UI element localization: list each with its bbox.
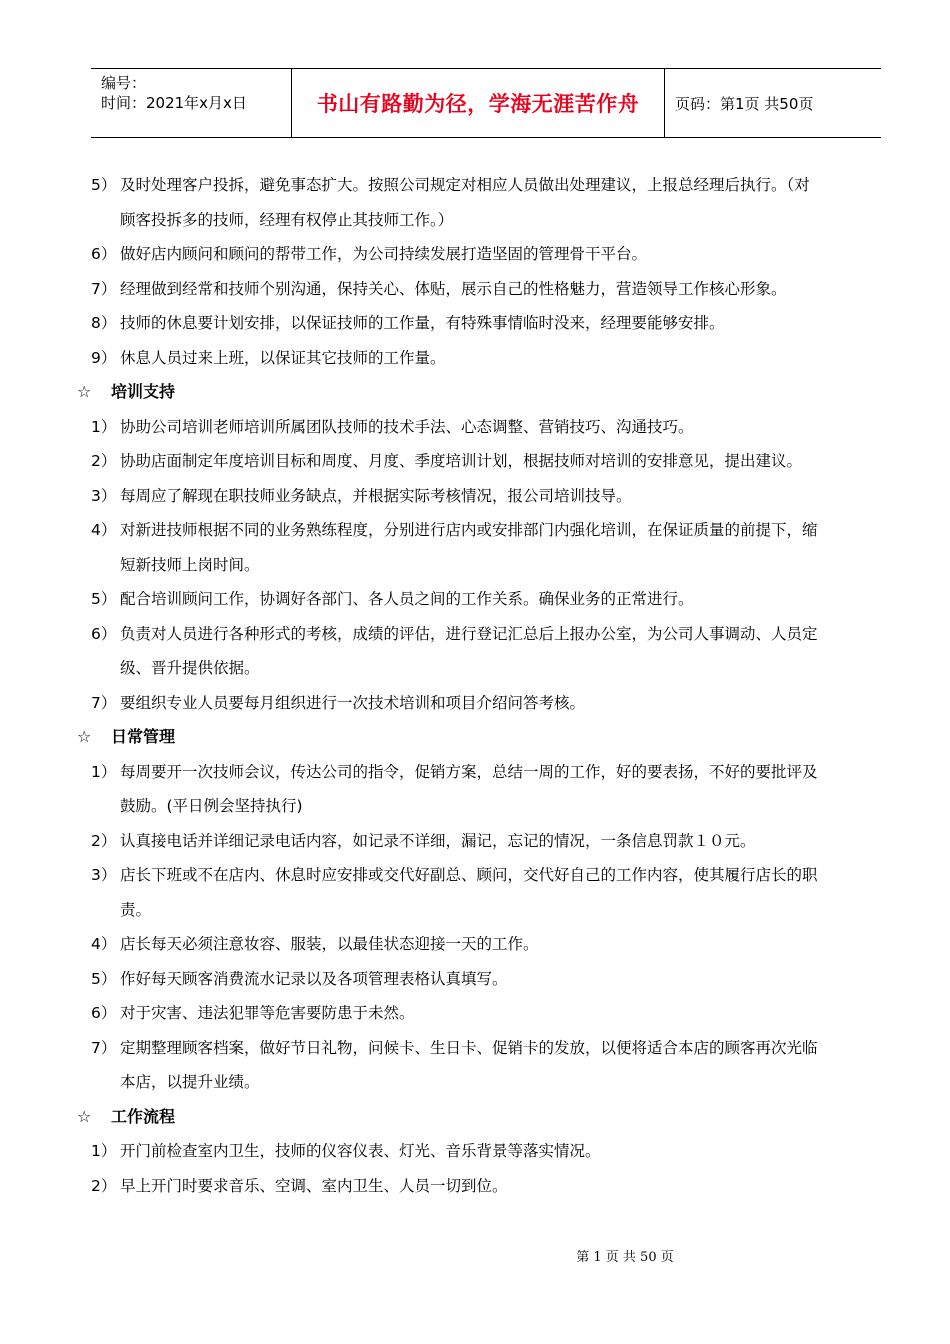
list-item-text: 每周要开一次技师会议，传达公司的指令，促销方案，总结一周的工作，好的要表扬，不好的要批评及: [120, 762, 818, 781]
list-item-number: 7）: [91, 1038, 117, 1057]
list-item: [91, 858, 881, 893]
list-item-text: 定期整理顾客档案，做好节日礼物，问候卡、生日卡、促销卡的发放，以便将适合本店的顾客再次光临: [120, 1038, 818, 1057]
list-item: [91, 789, 881, 824]
list-item-number: [91, 203, 120, 238]
list-item: [91, 1065, 881, 1100]
list-item: [91, 1169, 881, 1204]
list-item: [91, 1134, 881, 1169]
list-item: [91, 444, 881, 479]
list-item-number: 2）: [91, 452, 117, 470]
list-item: [91, 996, 881, 1031]
list-item: [91, 479, 881, 514]
page-header: [91, 68, 881, 138]
header-page-info: 页码：第1页 共50页: [675, 94, 814, 113]
list-item: [91, 617, 881, 652]
list-item-text: 要组织专业人员要每月组织进行一次技术培训和项目介绍问答考核。: [120, 693, 586, 712]
list-item: [91, 962, 881, 997]
page-footer: 第 1 页 共 50 页: [576, 1250, 674, 1265]
header-meta: [91, 69, 292, 137]
list-item-text: 短新技师上岗时间。: [120, 555, 260, 574]
document-body: [77, 168, 881, 1203]
list-item: [91, 548, 881, 583]
section-title: 工作流程: [111, 1106, 176, 1126]
list-item: [91, 755, 881, 790]
list-item-number: 7）: [91, 279, 117, 298]
list-item-number: 8）: [91, 314, 117, 332]
list-item: [91, 927, 881, 962]
list-item-number: [91, 651, 120, 686]
list-item: [91, 513, 881, 548]
list-item-number: 5）: [91, 969, 117, 988]
list-item: [91, 272, 881, 307]
list-item-number: 1）: [91, 1142, 117, 1160]
star-icon: ☆: [77, 727, 92, 746]
section-title: 培训支持: [111, 382, 176, 401]
list-item-number: 2）: [91, 831, 117, 850]
list-item-number: [91, 1065, 120, 1100]
list-item-number: [91, 789, 120, 824]
list-item-text: 负责对人员进行各种形式的考核，成绩的评估，进行登记汇总后上报办公室，为公司人事调动、人员定: [120, 624, 818, 643]
list-item-number: 5）: [91, 176, 117, 194]
list-item: [91, 306, 881, 341]
list-item-text: 做好店内顾问和顾问的帮带工作，为公司持续发展打造坚固的管理骨干平台。: [120, 245, 648, 263]
list-item-number: 6）: [91, 245, 117, 263]
list-item-text: 对于灾害、违法犯罪等危害要防患于未然。: [120, 1004, 415, 1022]
list-item-number: 7）: [91, 693, 117, 712]
list-item-text: 对新进技师根据不同的业务熟练程度，分别进行店内或安排部门内强化培训，在保证质量的前提下，缩: [120, 521, 818, 539]
list-item-number: 4）: [91, 935, 117, 953]
list-item: [91, 686, 881, 721]
list-item-text: 经理做到经常和技师个别沟通，保持关心、体贴，展示自己的性格魅力，营造领导工作核心形象。: [120, 279, 787, 298]
section-heading: [77, 1100, 881, 1135]
list-item-number: [91, 893, 120, 928]
list-item-number: 2）: [91, 1176, 117, 1195]
list-item: [91, 168, 881, 203]
section-heading: [77, 375, 881, 410]
list-item: [91, 410, 881, 445]
list-item-number: 6）: [91, 624, 117, 643]
list-item: [91, 893, 881, 928]
list-item-number: 5）: [91, 590, 117, 608]
list-item-text: 每周应了解现在职技师业务缺点，并根据实际考核情况，报公司培训技导。: [120, 486, 632, 505]
list-item: [91, 824, 881, 859]
list-item: [91, 237, 881, 272]
list-item: [91, 203, 881, 238]
list-item-number: [91, 548, 120, 583]
list-item-number: 9）: [91, 348, 117, 367]
list-item-text: 早上开门时要求音乐、空调、室内卫生、人员一切到位。: [120, 1176, 508, 1195]
list-item-text: 责。: [120, 900, 152, 919]
list-item-text: 店长下班或不在店内、休息时应安排或交代好副总、顾问，交代好自己的工作内容，使其履行店长的职: [120, 866, 818, 884]
section-title: 日常管理: [111, 727, 176, 746]
list-item-text: 技师的休息要计划安排，以保证技师的工作量，有特殊事情临时没来，经理要能够安排。: [120, 314, 725, 332]
list-item: [91, 582, 881, 617]
list-item-number: 1）: [91, 762, 117, 781]
list-item-text: 作好每天顾客消费流水记录以及各项管理表格认真填写。: [120, 969, 508, 988]
list-item-text: 开门前检查室内卫生，技师的仪容仪表、灯光、音乐背景等落实情况。: [120, 1142, 601, 1160]
doc-number-label: 编号：: [101, 74, 147, 92]
list-item-text: 及时处理客户投拆，避免事态扩大。按照公司规定对相应人员做出处理建议，上报总经理后执行。（对: [120, 176, 810, 194]
list-item-text: 认真接电话并详细记录电话内容，如记录不详细，漏记，忘记的情况，一条信息罚款１０元。: [120, 831, 756, 850]
list-item-text: 鼓励。(平日例会坚持执行): [120, 797, 303, 815]
list-item-text: 休息人员过来上班，以保证其它技师的工作量。: [120, 348, 446, 367]
list-item-text: 协助公司培训老师培训所属团队技师的技术手法、心态调整、营销技巧、沟通技巧。: [120, 417, 694, 436]
list-item-number: 3）: [91, 866, 117, 884]
star-icon: ☆: [77, 382, 92, 401]
list-item-text: 配合培训顾问工作，协调好各部门、各人员之间的工作关系。确保业务的正常进行。: [120, 590, 694, 608]
list-item-number: 6）: [91, 1004, 117, 1022]
list-item-text: 店长每天必须注意妆容、服装，以最佳状态迎接一天的工作。: [120, 935, 539, 953]
list-item-text: 级、晋升提供依据。: [120, 659, 260, 677]
header-motto: 书山有路勤为径，学海无涯苦作舟: [292, 69, 665, 137]
star-icon: ☆: [77, 1106, 92, 1126]
list-item: [91, 1031, 881, 1066]
list-item: [91, 341, 881, 376]
list-item-text: 顾客投拆多的技师，经理有权停止其技师工作。）: [120, 210, 454, 229]
list-item-number: 4）: [91, 521, 117, 539]
section-heading: [77, 720, 881, 755]
list-item-text: 协助店面制定年度培训目标和周度、月度、季度培训计划，根据技师对培训的安排意见，提出建议。: [120, 452, 803, 470]
list-item-text: 本店，以提升业绩。: [120, 1073, 260, 1091]
list-item: [91, 651, 881, 686]
list-item-number: 3）: [91, 486, 117, 505]
list-item-number: 1）: [91, 417, 117, 436]
doc-date: 时间：2021年x月x日: [101, 94, 247, 112]
